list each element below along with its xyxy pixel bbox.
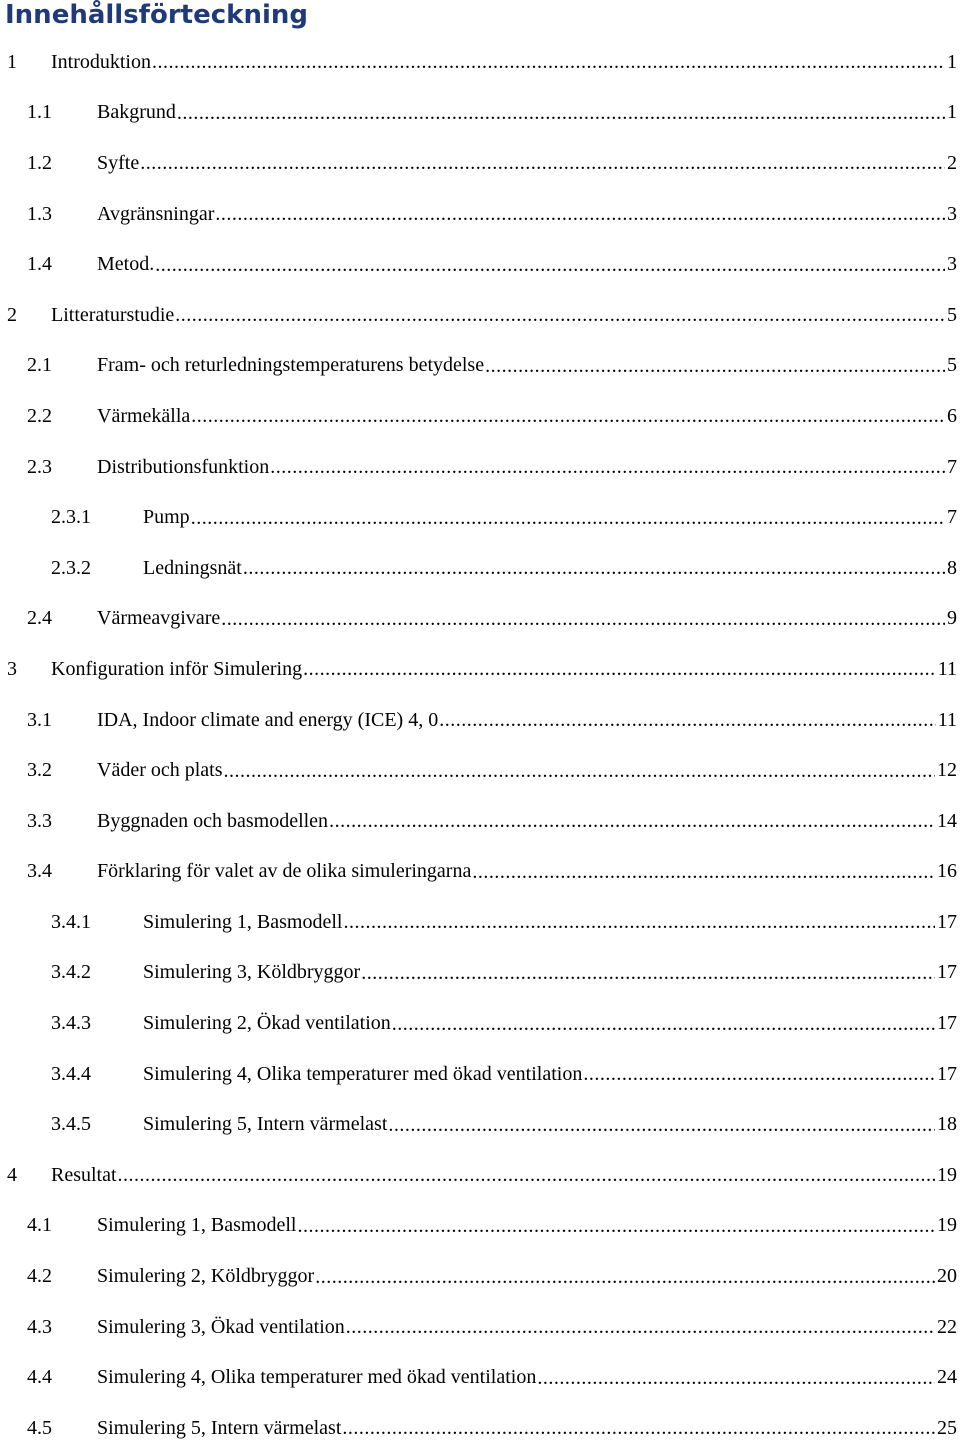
toc-dot-leader — [583, 1064, 935, 1084]
toc-entry-number: 3.4.1 — [51, 910, 91, 933]
toc-entry-page-number[interactable]: 5 — [947, 354, 957, 377]
toc-entry-label[interactable]: Simulering 1, Basmodell — [143, 910, 343, 933]
toc-entry-page-number[interactable]: 12 — [937, 759, 957, 782]
toc-entry-number: 1.4 — [27, 253, 52, 276]
toc-entry[interactable] — [0, 37, 960, 88]
toc-entry-number: 3.3 — [27, 809, 52, 832]
toc-entry[interactable] — [0, 391, 960, 442]
toc-entry-label[interactable]: Pump — [143, 506, 190, 529]
toc-dot-leader — [388, 1115, 935, 1135]
toc-entry-label[interactable]: Fram- och returledningstemperaturens betydelse — [97, 354, 485, 377]
toc-entry[interactable] — [0, 189, 960, 240]
toc-entry-number: 2.1 — [27, 354, 52, 377]
toc-entry-page-number[interactable]: 5 — [947, 303, 957, 326]
toc-entry-number: 4.1 — [27, 1214, 52, 1237]
toc-entry-number: 3.4.5 — [51, 1113, 91, 1136]
toc-entry-number: 2.2 — [27, 404, 52, 427]
toc-entry-label[interactable]: Simulering 5, Intern värmelast — [97, 1416, 342, 1439]
toc-entry-number: 3.4.3 — [51, 1012, 91, 1035]
toc-entry[interactable] — [0, 644, 960, 695]
toc-entry[interactable] — [0, 1251, 960, 1302]
toc-entry-number: 1.3 — [27, 202, 52, 225]
toc-entry-label[interactable]: Resultat — [51, 1163, 117, 1186]
toc-dot-leader — [346, 1317, 935, 1337]
toc-dot-leader — [243, 558, 945, 578]
toc-entry-label[interactable]: Simulering 4, Olika temperaturer med ökad ventilation — [97, 1366, 537, 1389]
toc-entry-number: 4.2 — [27, 1265, 52, 1288]
toc-entry[interactable] — [0, 998, 960, 1049]
toc-entry-page-number[interactable]: 2 — [947, 151, 957, 174]
toc-entry-number: 3 — [7, 657, 17, 680]
toc-entry[interactable] — [0, 745, 960, 796]
toc-dot-leader — [537, 1368, 935, 1388]
toc-entry-label[interactable]: Bakgrund — [97, 101, 176, 124]
toc-entry-number: 3.4.4 — [51, 1062, 91, 1085]
toc-dot-leader — [215, 204, 945, 224]
toc-entry-page-number[interactable]: 3 — [947, 253, 957, 276]
toc-dot-leader — [221, 609, 945, 629]
toc-entry-number: 2 — [7, 303, 17, 326]
toc-dot-leader — [140, 153, 945, 173]
toc-entry-label[interactable]: Ledningsnät — [143, 556, 242, 579]
toc-entry[interactable] — [0, 1150, 960, 1201]
toc-entry-number: 1.1 — [27, 101, 52, 124]
toc-dot-leader — [118, 1165, 935, 1185]
toc-entry-page-number[interactable]: 17 — [937, 1012, 957, 1035]
toc-dot-leader — [315, 1267, 935, 1287]
toc-list — [0, 37, 960, 1454]
toc-entry-page-number[interactable]: 14 — [937, 809, 957, 832]
toc-dot-leader — [329, 811, 935, 831]
toc-entry[interactable] — [0, 594, 960, 645]
toc-entry-number: 1 — [7, 50, 17, 73]
toc-entry-number: 4 — [7, 1163, 17, 1186]
toc-dot-leader — [472, 862, 935, 882]
toc-entry-page-number[interactable]: 6 — [947, 404, 957, 427]
toc-entry-number: 3.2 — [27, 759, 52, 782]
toc-entry[interactable] — [0, 948, 960, 999]
toc-entry-number: 3.4.2 — [51, 961, 91, 984]
toc-entry-number: 2.3 — [27, 455, 52, 478]
toc-entry-label[interactable]: Simulering 5, Intern värmelast — [143, 1113, 388, 1136]
toc-entry[interactable] — [0, 1403, 960, 1454]
toc-entry[interactable] — [0, 1352, 960, 1403]
toc-entry[interactable] — [0, 138, 960, 189]
toc-entry-label[interactable]: Värmeavgivare — [97, 607, 221, 630]
toc-entry-page-number[interactable]: 25 — [937, 1416, 957, 1439]
toc-entry-number: 1.2 — [27, 151, 52, 174]
toc-title: Innehållsförteckning — [5, 0, 308, 30]
toc-dot-leader — [191, 406, 945, 426]
toc-entry-number: 3.1 — [27, 708, 52, 731]
toc-entry-page-number[interactable]: 7 — [947, 506, 957, 529]
toc-entry-label[interactable]: Simulering 1, Basmodell — [97, 1214, 297, 1237]
toc-entry[interactable] — [0, 543, 960, 594]
toc-entry[interactable] — [0, 695, 960, 746]
toc-dot-leader — [342, 1418, 935, 1438]
toc-dot-leader — [297, 1216, 935, 1236]
toc-entry-page-number[interactable]: 9 — [947, 607, 957, 630]
toc-entry[interactable] — [0, 442, 960, 493]
toc-entry-label[interactable]: IDA, Indoor climate and energy (ICE) 4, 0 — [97, 708, 439, 731]
toc-entry-page-number[interactable]: 16 — [937, 860, 957, 883]
toc-entry-label[interactable]: Introduktion — [51, 50, 151, 73]
toc-entry[interactable] — [0, 796, 960, 847]
toc-entry-number: 3.4 — [27, 860, 52, 883]
toc-entry[interactable] — [0, 1201, 960, 1252]
toc-entry-label[interactable]: Värmekälla — [97, 404, 191, 427]
toc-dot-leader — [175, 305, 945, 325]
toc-entry-page-number[interactable]: 1 — [947, 101, 957, 124]
toc-entry-page-number[interactable]: 19 — [937, 1214, 957, 1237]
toc-entry-label[interactable]: Litteraturstudie — [51, 303, 175, 326]
toc-entry-number: 2.3.1 — [51, 506, 91, 529]
toc-entry-page-number[interactable]: 18 — [937, 1113, 957, 1136]
toc-entry-label[interactable]: Syfte — [97, 151, 140, 174]
toc-entry-page-number[interactable]: 8 — [947, 556, 957, 579]
toc-dot-leader — [224, 761, 935, 781]
toc-entry[interactable] — [0, 847, 960, 898]
toc-entry[interactable] — [0, 1049, 960, 1100]
toc-entry-label[interactable]: Simulering 2, Köldbryggor — [97, 1265, 315, 1288]
toc-entry-page-number[interactable]: 17 — [937, 910, 957, 933]
toc-entry-label[interactable]: Distributionsfunktion — [97, 455, 270, 478]
toc-dot-leader — [485, 356, 945, 376]
toc-entry-label[interactable]: Simulering 3, Köldbryggor — [143, 961, 361, 984]
toc-entry-page-number[interactable]: 7 — [947, 455, 957, 478]
toc-entry-label[interactable]: Simulering 3, Ökad ventilation — [97, 1315, 345, 1338]
toc-entry[interactable] — [0, 1302, 960, 1353]
toc-dot-leader — [152, 52, 945, 72]
toc-dot-leader — [392, 1014, 935, 1034]
toc-entry-number: 2.3.2 — [51, 556, 91, 579]
toc-entry[interactable] — [0, 1099, 960, 1150]
toc-entry-page-number[interactable]: 22 — [937, 1315, 957, 1338]
toc-entry-label[interactable]: Väder och plats — [97, 759, 223, 782]
toc-entry-label[interactable]: Förklaring för valet av de olika simuleringarna — [97, 860, 472, 883]
toc-dot-leader — [303, 659, 936, 679]
toc-entry[interactable] — [0, 897, 960, 948]
toc-entry-label[interactable]: Metod. — [97, 253, 155, 276]
toc-entry[interactable] — [0, 239, 960, 290]
toc-entry-page-number[interactable]: 19 — [937, 1163, 957, 1186]
toc-entry-page-number[interactable]: 20 — [937, 1265, 957, 1288]
toc-entry-page-number[interactable]: 11 — [937, 657, 957, 680]
toc-entry-number: 4.4 — [27, 1366, 52, 1389]
toc-entry-label[interactable]: Byggnaden och basmodellen — [97, 809, 329, 832]
toc-entry-number: 4.5 — [27, 1416, 52, 1439]
toc-dot-leader — [191, 508, 945, 528]
toc-entry-page-number[interactable]: 11 — [937, 708, 957, 731]
toc-entry-label[interactable]: Avgränsningar — [97, 202, 215, 225]
toc-entry-label[interactable]: Simulering 2, Ökad ventilation — [143, 1012, 391, 1035]
toc-dot-leader — [177, 103, 945, 123]
toc-dot-leader — [155, 255, 945, 275]
toc-dot-leader — [270, 457, 945, 477]
toc-entry-label[interactable]: Konfiguration inför Simulering — [51, 657, 303, 680]
toc-entry-page-number[interactable]: 24 — [937, 1366, 957, 1389]
toc-dot-leader — [361, 963, 935, 983]
toc-entry-page-number[interactable]: 1 — [947, 50, 957, 73]
toc-dot-leader — [439, 710, 936, 730]
toc-entry-page-number[interactable]: 3 — [947, 202, 957, 225]
toc-entry[interactable] — [0, 341, 960, 392]
toc-entry-page-number[interactable]: 17 — [937, 961, 957, 984]
toc-dot-leader — [343, 912, 935, 932]
toc-entry[interactable] — [0, 492, 960, 543]
toc-entry-label[interactable]: Simulering 4, Olika temperaturer med ökad ventilation — [143, 1062, 583, 1085]
toc-entry[interactable] — [0, 290, 960, 341]
toc-entry-page-number[interactable]: 17 — [937, 1062, 957, 1085]
toc-entry-number: 4.3 — [27, 1315, 52, 1338]
toc-entry[interactable] — [0, 88, 960, 139]
toc-entry-number: 2.4 — [27, 607, 52, 630]
